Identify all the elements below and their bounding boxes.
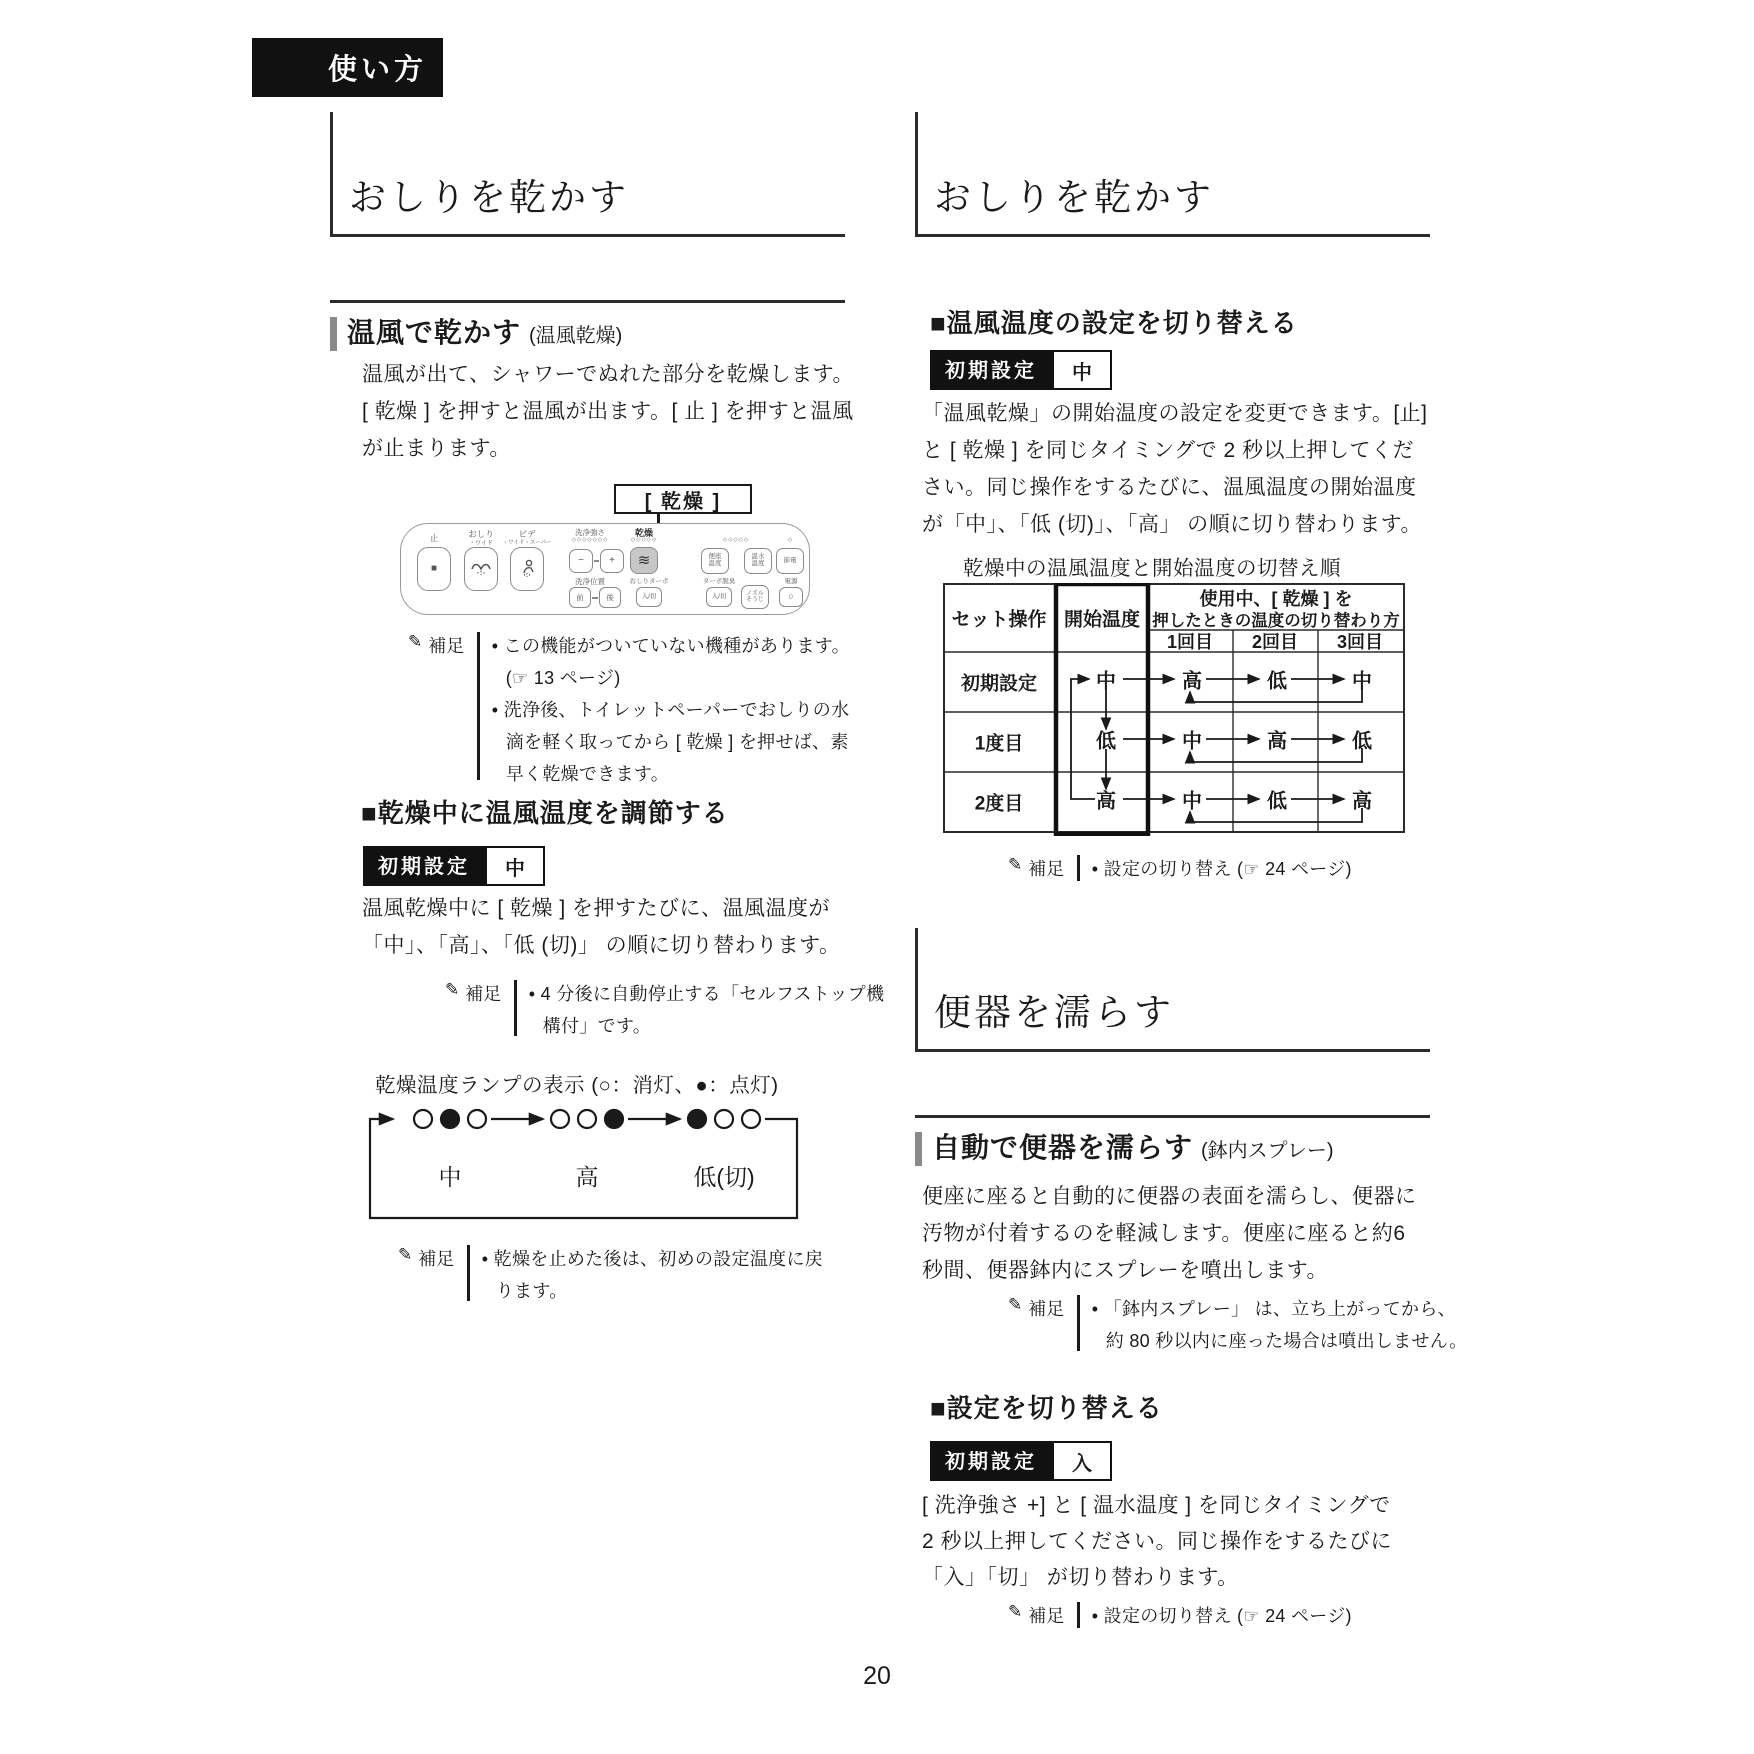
lamp-state-label: 高 — [575, 1164, 599, 1190]
note — [1008, 853, 1352, 885]
power-label: 電源 — [784, 578, 798, 585]
switch-setting-description — [922, 1488, 1392, 1596]
note-line: • 「鉢内スプレー」 は、立ち上がってから、 — [1091, 1299, 1456, 1319]
strength-minus-button — [569, 549, 593, 573]
default-setting-value: 中 — [1052, 350, 1112, 390]
note-head — [445, 978, 501, 1006]
note-head — [1008, 853, 1064, 881]
note-divider — [467, 1245, 470, 1301]
auto-wet-description — [922, 1178, 1417, 1289]
note-line: • 洗浄後、トイレットペーパーでおしりの水 — [491, 700, 850, 720]
note-divider — [1077, 1602, 1080, 1628]
seat-temp-label1: 便座 — [708, 553, 722, 561]
seq-value: 高 — [1352, 790, 1372, 813]
heat-waves-icon: ≋ — [637, 551, 651, 569]
connector-dash — [592, 597, 598, 599]
adjust-description — [362, 890, 840, 964]
lamp-off — [578, 1110, 596, 1128]
eco-button — [776, 548, 804, 574]
seq-value: 高 — [1267, 730, 1287, 753]
note — [445, 978, 884, 1042]
nozzle-label2: そうじ — [745, 597, 764, 603]
lamp-off — [715, 1110, 733, 1128]
paragraph-line: が止まります。 — [362, 437, 511, 460]
wash-strength-label: 洗浄強さ — [575, 528, 605, 537]
paragraph-line: と [ 乾燥 ] を同じタイミングで 2 秒以上押してくだ — [922, 439, 1415, 462]
table-header: 開始温度 — [1063, 609, 1141, 631]
right-subsection-switch-title: ■温風温度の設定を切り替える — [930, 308, 1298, 338]
note-head — [408, 630, 464, 658]
default-setting-value: 中 — [485, 846, 545, 886]
note-line: • 4 分後に自動停止する「セルフストップ機 — [528, 984, 885, 1004]
oshiri-wash-icon — [469, 560, 493, 578]
note-line: • 設定の切り替え (☞ 24 ページ) — [1091, 859, 1352, 879]
paragraph-line: [ 洗浄強さ +] と [ 温水温度 ] を同じタイミングで — [922, 1494, 1391, 1517]
lamp-state-label: 中 — [438, 1164, 462, 1190]
usage-tab — [252, 38, 443, 97]
default-setting-label: 初期設定 — [930, 350, 1052, 390]
auto-wet-section-heading — [915, 1115, 1430, 1166]
temp-cluster-dots: ◇◇◇◇◇ — [722, 537, 750, 543]
note-line: (☞ 13 ページ) — [505, 668, 621, 688]
nozzle-label1: ノズル — [746, 590, 764, 597]
seq-value: 中 — [1182, 790, 1202, 813]
oshiri-turbo-button — [636, 587, 662, 607]
note-label: 補足 — [1028, 859, 1065, 879]
position-front-button — [569, 587, 591, 608]
control-panel-diagram — [400, 523, 810, 615]
left-section-dry-heading — [330, 300, 845, 351]
default-setting-badge — [930, 350, 1112, 390]
left-main-heading-text: おしりを乾かす — [349, 177, 629, 218]
paragraph-line: 「入」「切」 が切り替わります。 — [922, 1566, 1239, 1589]
right-main-heading-text: おしりを乾かす — [934, 177, 1214, 218]
lamp-off — [551, 1110, 569, 1128]
wet-bowl-heading-text: 便器を濡らす — [934, 992, 1174, 1033]
note-body — [1092, 1293, 1468, 1357]
section-title-note: (温風乾燥) — [529, 325, 623, 347]
note-label: 補足 — [1028, 1606, 1065, 1626]
water-temp-label1: 温水 — [751, 553, 765, 561]
seq-value: 低 — [1267, 670, 1287, 693]
note-body — [1092, 1600, 1352, 1632]
position-back-button — [599, 587, 621, 608]
paragraph-line: が「中」、「低 (切)」、「高」 の順に切り替わります。 — [922, 513, 1422, 536]
note-label: 補足 — [465, 984, 502, 1004]
stop-button — [417, 547, 451, 591]
default-setting-badge — [930, 1441, 1112, 1481]
right-main-heading — [915, 112, 1430, 237]
paragraph-line: 汚物が付着するのを軽減します。便座に座ると約6 — [922, 1222, 1406, 1245]
note-line: 早く乾燥できます。 — [505, 764, 670, 784]
note — [408, 630, 850, 790]
table-subheader: 2回目 — [1251, 632, 1299, 652]
bidet-label: ビデ — [518, 529, 536, 539]
note-divider — [1077, 1295, 1080, 1351]
note-head — [1008, 1600, 1064, 1628]
note-line: 約 80 秒以内に座った場合は噴出しません。 — [1105, 1331, 1468, 1351]
note-label: 補足 — [428, 636, 465, 656]
dry-button-callout-label: [ 乾燥 ] — [644, 490, 722, 513]
water-temp-label2: 温度 — [751, 560, 765, 567]
plus-icon: + — [609, 554, 615, 566]
switch-setting-title: ■設定を切り替える — [930, 1393, 1163, 1423]
note-body — [529, 978, 885, 1042]
heading-accent-bar — [330, 317, 337, 351]
default-setting-label: 初期設定 — [930, 1441, 1052, 1481]
back-label: 後 — [606, 592, 614, 602]
default-setting-value: 入 — [1052, 1441, 1112, 1481]
pencil-icon: ✎ — [445, 980, 460, 999]
paragraph-line: [ 乾燥 ] を押すと温風が出ます。[ 止 ] を押すと温風 — [362, 400, 854, 423]
note-label: 補足 — [1028, 1299, 1065, 1319]
table-header: 押したときの温度の切り替わり方 — [1152, 612, 1400, 630]
table-caption: 乾燥中の温風温度と開始温度の切替え順 — [963, 557, 1341, 580]
note-body — [1092, 853, 1352, 885]
turbo-deodor-button — [706, 587, 732, 607]
default-setting-label: 初期設定 — [363, 846, 485, 886]
pencil-icon: ✎ — [1008, 1602, 1023, 1621]
paragraph-line: 2 秒以上押してください。同じ操作をするたびに — [922, 1530, 1393, 1553]
dry-button — [630, 547, 658, 574]
note-line: 滴を軽く取ってから [ 乾燥 ] を押せば、素 — [505, 732, 849, 752]
lamp-caption: 乾燥温度ランプの表示 (○：消灯、●：点灯) — [375, 1074, 779, 1097]
dry-label: 乾燥 — [634, 528, 654, 538]
pencil-icon: ✎ — [1008, 1295, 1023, 1314]
pencil-icon: ✎ — [398, 1245, 413, 1264]
pencil-icon: ✎ — [408, 632, 423, 651]
power-icon: ○ — [788, 591, 794, 602]
bidet-button — [510, 547, 544, 591]
oshiri-sublabel: ・ワイド — [469, 541, 493, 547]
lamp-off — [414, 1110, 432, 1128]
table-subheader: 3回目 — [1336, 632, 1384, 652]
note — [1008, 1293, 1467, 1357]
default-setting-badge — [363, 846, 545, 886]
lamp-off — [742, 1110, 760, 1128]
table-header: セット操作 — [951, 609, 1047, 631]
note-label: 補足 — [418, 1249, 455, 1269]
heading-accent-bar — [915, 1132, 922, 1166]
lamp-on — [605, 1110, 623, 1128]
bidet-icon — [515, 559, 539, 579]
paragraph-line: さい。同じ操作をするたびに、温風温度の開始温度 — [922, 476, 1417, 499]
note-divider — [514, 980, 517, 1036]
note-divider — [1077, 855, 1080, 881]
eco-label: 節電 — [783, 556, 797, 564]
table-subheader: 1回目 — [1166, 632, 1214, 652]
note-head — [1008, 1293, 1064, 1321]
note-line: 構付」です。 — [542, 1016, 652, 1036]
strength-plus-button — [600, 549, 624, 573]
lamp-state-label: 低(切) — [693, 1164, 755, 1190]
lamp-on — [441, 1110, 459, 1128]
paragraph-line: 「温風乾燥」の開始温度の設定を変更できます。[止] — [922, 402, 1428, 425]
note-head — [398, 1243, 454, 1271]
seq-value: 低 — [1352, 730, 1372, 753]
start-temp-value: 中 — [1096, 670, 1116, 693]
start-temp-value: 低 — [1096, 730, 1116, 753]
switch-order-table — [943, 583, 1405, 836]
note — [398, 1243, 823, 1307]
bidet-sublabel: ・ワイド・スーパー — [502, 540, 552, 546]
wash-position-label: 洗浄位置 — [575, 577, 605, 586]
note-line: • この機能がついていない機種があります。 — [491, 636, 850, 656]
minus-icon: − — [578, 554, 584, 566]
connector-dash — [594, 560, 599, 562]
note-body — [492, 630, 850, 790]
table-row-label: 1度目 — [974, 733, 1024, 755]
seat-temp-button — [701, 548, 729, 574]
front-label: 前 — [576, 592, 584, 602]
note-body — [482, 1243, 823, 1307]
page-number: 20 — [863, 1662, 891, 1690]
water-temp-button — [744, 548, 772, 574]
paragraph-line: 秒間、便器鉢内にスプレーを噴出します。 — [922, 1259, 1328, 1282]
start-temp-value: 高 — [1096, 790, 1116, 813]
note-line: ります。 — [495, 1281, 568, 1301]
seq-value: 高 — [1182, 670, 1202, 693]
turbo-deodor-label: ターボ脱臭 — [702, 578, 736, 585]
note-divider — [477, 632, 480, 780]
lamp-cycle-diagram — [345, 1095, 815, 1230]
paragraph-line: 「中」、「高」、「低 (切)」 の順に切り替わります。 — [362, 934, 841, 957]
note — [1008, 1600, 1352, 1632]
note-line: • 設定の切り替え (☞ 24 ページ) — [1091, 1606, 1352, 1626]
seq-value: 中 — [1352, 670, 1372, 693]
onoff-label: 入/切 — [641, 592, 657, 600]
oshiri-button — [464, 547, 498, 591]
paragraph-line: 温風が出て、シャワーでぬれた部分を乾燥します。 — [362, 363, 854, 386]
dry-dots: ◇◇◇◇◇ — [630, 537, 658, 543]
eco-dot: ◇ — [787, 537, 793, 543]
left-main-heading — [330, 112, 845, 237]
table-row-label: 初期設定 — [960, 673, 1038, 695]
onoff-label: 入/切 — [711, 592, 727, 600]
oshiri-label: おしり — [468, 529, 494, 539]
section-title: 温風で乾かす — [347, 317, 522, 348]
dry-button-callout — [614, 484, 752, 514]
switch-description — [922, 395, 1428, 543]
oshiri-turbo-label: おしりターボ — [629, 578, 669, 585]
paragraph-line: 便座に座ると自動的に便器の表面を濡らし、便器に — [922, 1185, 1417, 1208]
lamp-on — [688, 1110, 706, 1128]
wash-strength-dots: ◇◇◇◇◇◇◇ — [571, 537, 609, 543]
left-subsection-adjust-title: ■乾燥中に温風温度を調節する — [361, 798, 729, 828]
stop-label: 止 — [429, 533, 439, 543]
stop-icon: ■ — [430, 562, 438, 574]
note-line: • 乾燥を止めた後は、初めの設定温度に戻 — [481, 1249, 824, 1269]
table-header: 使用中、[ 乾燥 ] を — [1199, 589, 1353, 609]
paragraph-line: 温風乾燥中に [ 乾燥 ] を押すたびに、温風温度が — [362, 897, 831, 920]
wet-bowl-heading — [915, 928, 1430, 1052]
usage-tab-label: 使い方 — [327, 54, 427, 86]
nozzle-clean-button — [741, 585, 769, 609]
power-button — [779, 587, 803, 607]
lamp-off — [468, 1110, 486, 1128]
section-title-note: (鉢内スプレー) — [1201, 1140, 1334, 1162]
seq-value: 低 — [1267, 790, 1287, 813]
section-title: 自動で便器を濡らす — [932, 1132, 1194, 1163]
dry-description — [362, 356, 854, 467]
seat-temp-label2: 温度 — [708, 560, 722, 567]
seq-value: 中 — [1182, 730, 1202, 753]
pencil-icon: ✎ — [1008, 855, 1023, 874]
table-row-label: 2度目 — [974, 793, 1024, 815]
